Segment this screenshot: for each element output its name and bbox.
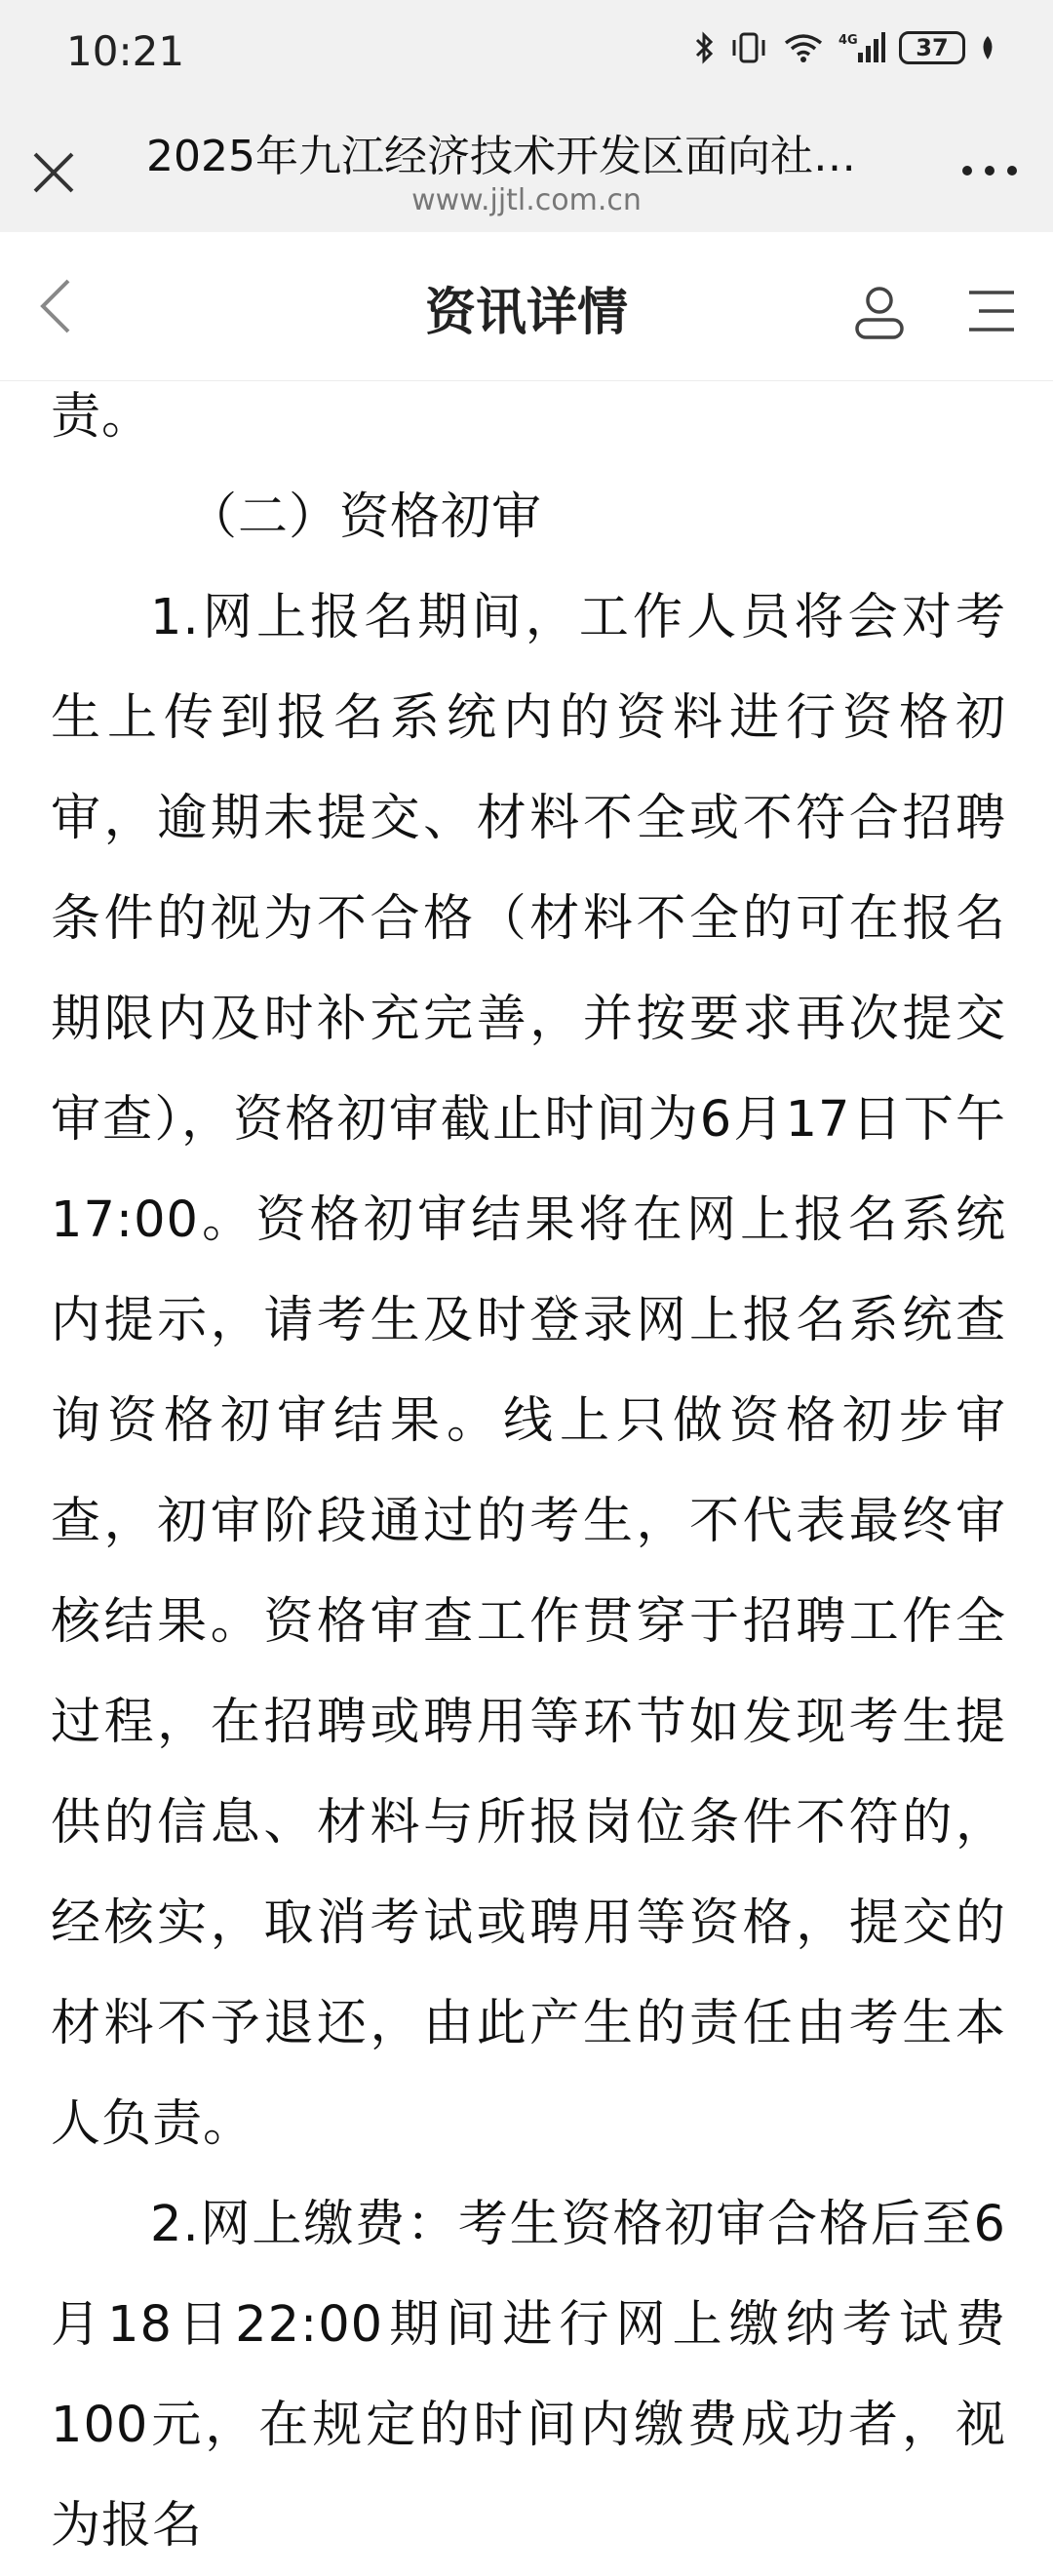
article-paragraph: 责。 [51,388,153,446]
vibrate-icon [729,31,768,64]
browser-url[interactable]: www.jjtl.com.cn [411,183,642,217]
article-body [51,367,1006,2576]
battery-level: 37 [916,34,949,61]
browser-page-title: 2025年九江经济技术开发区面向社… [146,132,856,181]
status-time: 10:21 [66,27,185,75]
menu-icon[interactable] [965,287,1018,335]
status-bar [0,0,1053,109]
user-icon[interactable] [852,283,907,341]
battery-icon [899,31,965,64]
leaf-icon [979,34,996,61]
article-paragraph: 1.网上报名期间，工作人员将会对考生上传到报名系统内的资料进行资格初审，逾期未提交、材料不全或不符合招聘条件的视为不合格（材料不全的可在报名期限内及时补充完善，并按要求再次提交审查），资格初审截止时间为6月17日下午17:00。资格初审结果将在网上报名系统内提示，请考生及时登录网上报名系统查询资格初审结果。线上只做资格初步审查，初审阶段通过的考生，不代表最终审核结果。资格审查工作贯穿于招聘工作全过程，在招聘或聘用等环节如发现考生提供的信息、材料与所报岗位条件不符的，经核实，取消考试或聘用等资格，提交的材料不予退还，由此产生的责任由考生本人负责。 [51,589,1006,2153]
wifi-icon [782,31,825,64]
article-content [0,380,1053,2555]
network-type-label: 4G [838,33,858,48]
bluetooth-icon [694,31,716,64]
close-icon[interactable] [27,146,80,199]
article-paragraph: 2.网上缴费：考生资格初审合格后至6月18日22:00期间进行网上缴纳考试费100元，在规定的时间内缴费成功者，视为报名 [51,2196,1006,2555]
browser-toolbar [0,109,1053,232]
signal-4g-icon [838,31,885,64]
app-header [0,232,1053,381]
page-title: 资讯详情 [424,284,628,342]
more-icon[interactable] [956,156,1024,185]
section-heading: （二）资格初审 [187,488,543,546]
status-icons [694,31,996,64]
